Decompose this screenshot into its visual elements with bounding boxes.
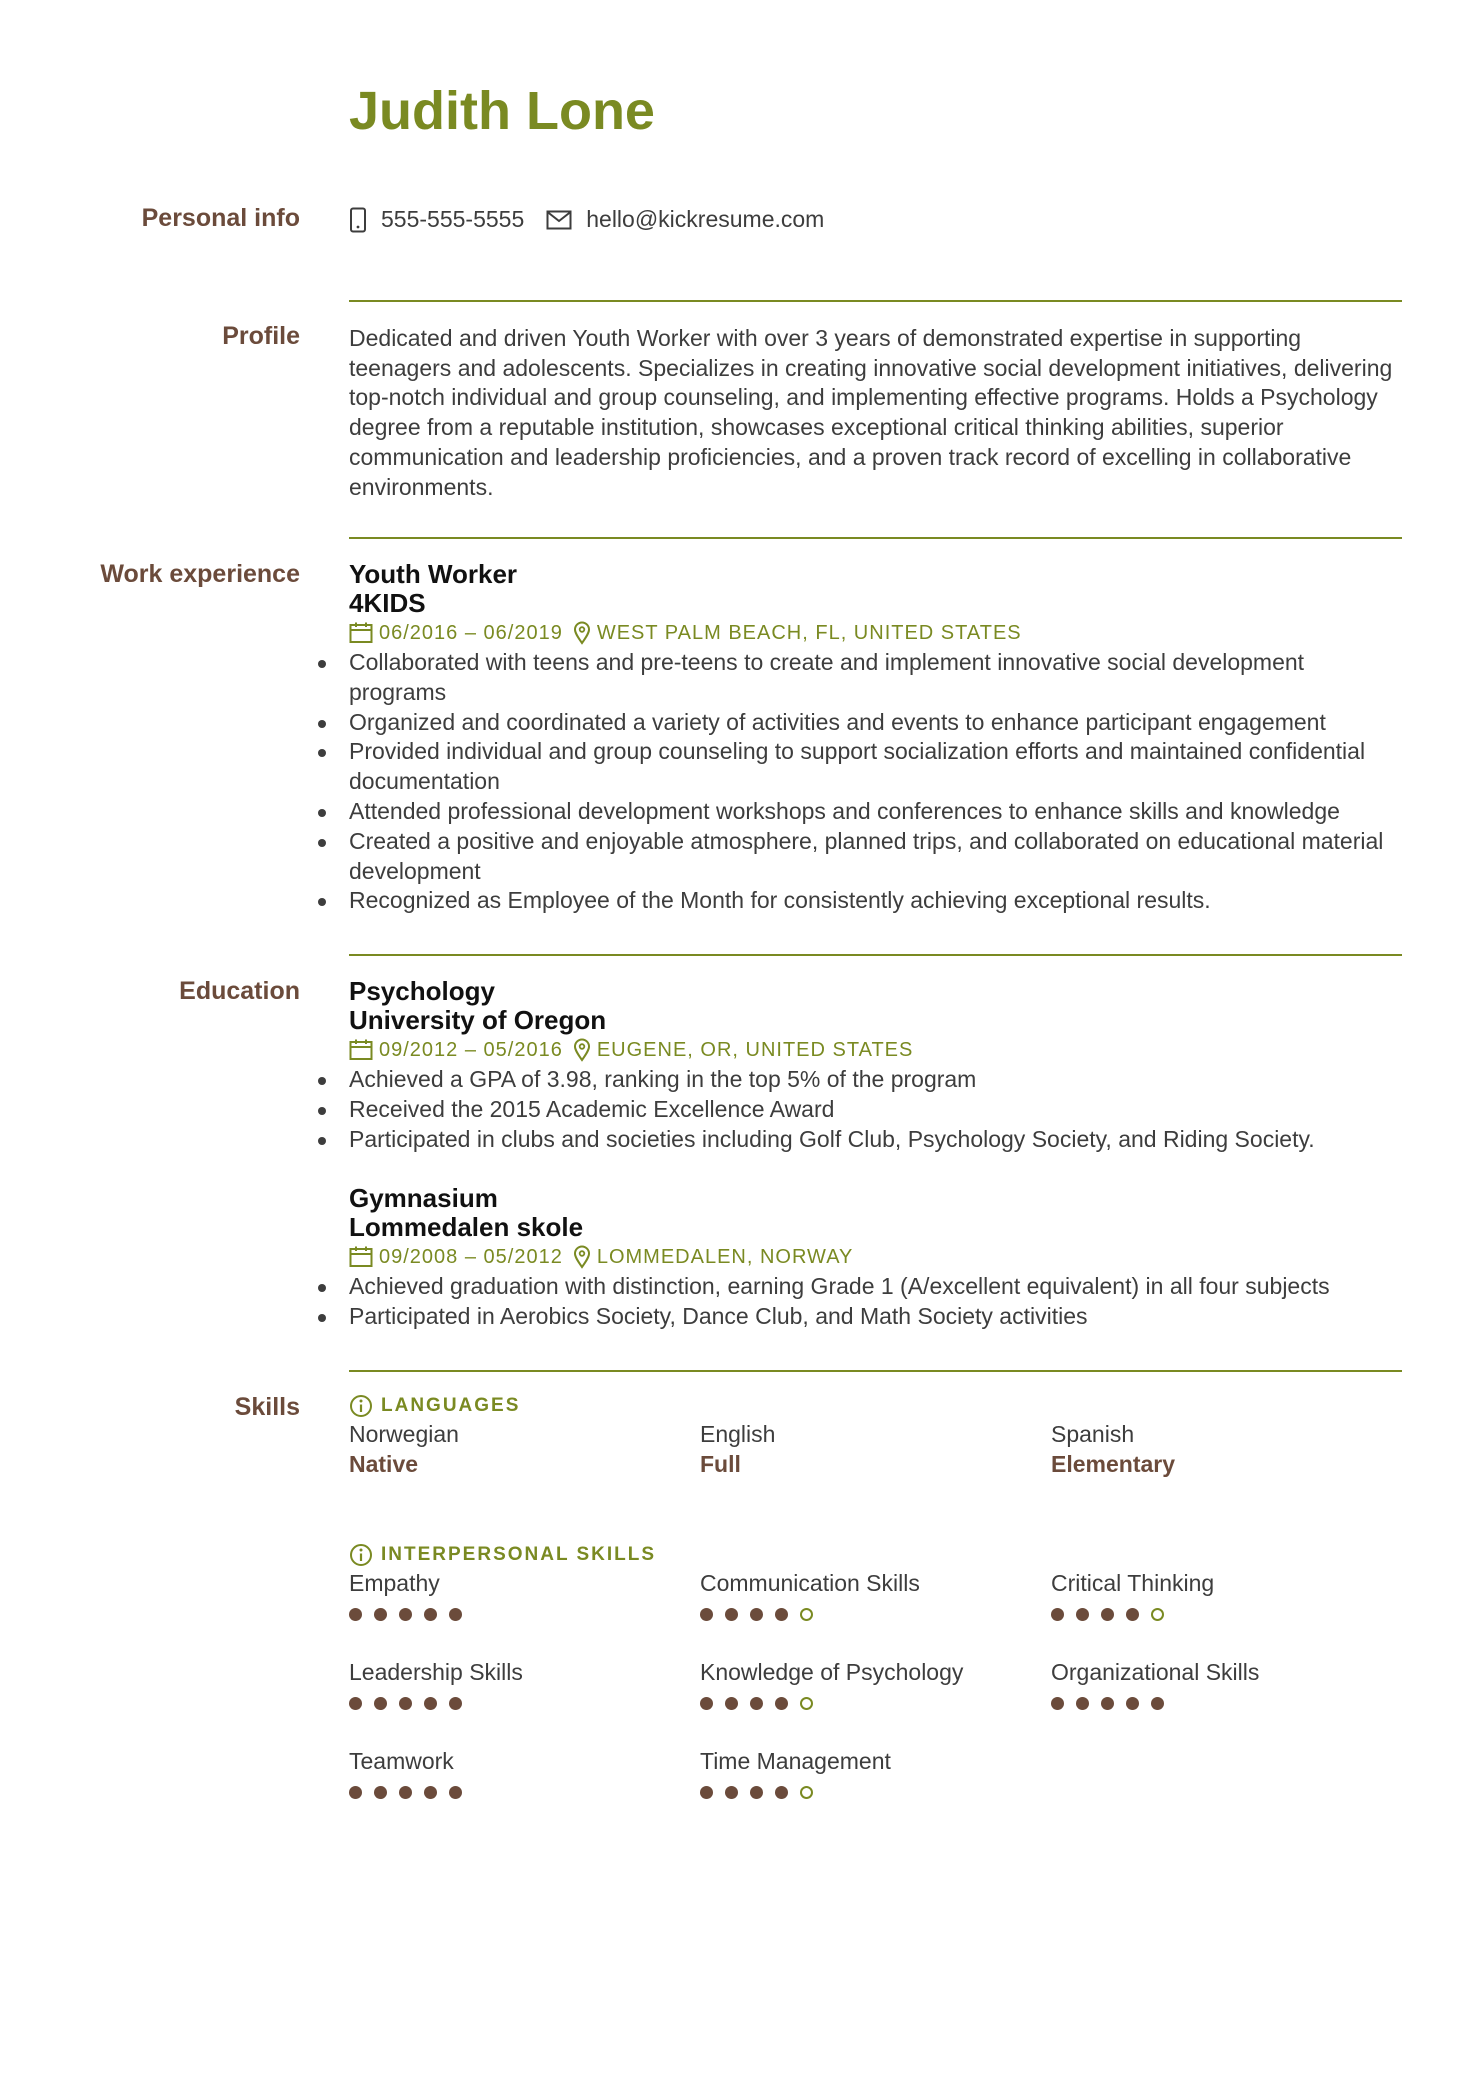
rating-dot-filled bbox=[700, 1697, 713, 1710]
education-dates: 09/2012 – 05/2016 bbox=[379, 1039, 563, 1061]
school-name: Lommedalen skole bbox=[349, 1212, 584, 1242]
interpersonal-grid bbox=[349, 1568, 1402, 1835]
skill-name: Leadership Skills bbox=[349, 1659, 523, 1685]
calendar-icon bbox=[349, 1246, 373, 1268]
language-name: Norwegian bbox=[349, 1421, 459, 1447]
rating-dot-filled bbox=[725, 1697, 738, 1710]
skill-name: Organizational Skills bbox=[1051, 1659, 1260, 1685]
rating-dot-filled bbox=[349, 1608, 362, 1621]
rating-dot-filled bbox=[1076, 1697, 1089, 1710]
education-bullets bbox=[349, 1272, 1402, 1332]
list-item: Achieved graduation with distinction, earning Grade 1 (A/excellent equivalent) in all four subjects bbox=[349, 1272, 1402, 1302]
calendar-icon bbox=[349, 622, 373, 644]
divider bbox=[349, 1370, 1402, 1372]
skill-item bbox=[349, 1568, 700, 1657]
skill-rating bbox=[700, 1786, 1051, 1799]
rating-dot-filled bbox=[1126, 1697, 1139, 1710]
rating-dot-filled bbox=[725, 1786, 738, 1799]
language-item bbox=[700, 1419, 1051, 1479]
work-label: Work experience bbox=[100, 560, 300, 588]
job-location: WEST PALM BEACH, FL, UNITED STATES bbox=[596, 622, 1022, 644]
rating-dot-filled bbox=[750, 1697, 763, 1710]
rating-dot-filled bbox=[1051, 1608, 1064, 1621]
info-icon bbox=[349, 1394, 373, 1418]
job-dates: 06/2016 – 06/2019 bbox=[379, 622, 563, 644]
job-title: Youth Worker bbox=[349, 559, 518, 589]
language-item bbox=[349, 1419, 700, 1479]
profile-line: Dedicated and driven Youth Worker with over 3 years of demonstrated expertise in supporting bbox=[349, 325, 1302, 351]
skill-rating bbox=[700, 1697, 1051, 1710]
education-meta bbox=[349, 1242, 1402, 1272]
skill-name: Critical Thinking bbox=[1051, 1570, 1215, 1596]
skill-rating bbox=[1051, 1608, 1402, 1621]
work-entry bbox=[349, 560, 1402, 916]
skill-item bbox=[700, 1746, 1051, 1835]
rating-dot-filled bbox=[1126, 1608, 1139, 1621]
profile-text bbox=[349, 324, 1402, 502]
degree-title: Psychology bbox=[349, 976, 495, 1006]
rating-dot-empty bbox=[800, 1786, 813, 1799]
skill-rating bbox=[1051, 1697, 1402, 1710]
rating-dot-filled bbox=[374, 1697, 387, 1710]
job-bullets bbox=[349, 648, 1402, 916]
rating-dot-filled bbox=[349, 1697, 362, 1710]
company-name: 4KIDS bbox=[349, 588, 426, 618]
skills-label: Skills bbox=[234, 1393, 300, 1421]
education-entry bbox=[349, 1184, 1402, 1332]
rating-dot-filled bbox=[1101, 1608, 1114, 1621]
language-item bbox=[1051, 1419, 1402, 1479]
profile-line: environments. bbox=[349, 473, 494, 500]
language-level: Full bbox=[700, 1451, 741, 1477]
calendar-icon bbox=[349, 1039, 373, 1061]
profile-line: communication and leadership proficiencies, and a proven track record of excelling in collaborative bbox=[349, 443, 1352, 470]
profile-line: top-notch individual and group counseling, and implementing effective programs. Holds a Psychology bbox=[349, 384, 1378, 411]
rating-dot-filled bbox=[775, 1697, 788, 1710]
skill-name: Communication Skills bbox=[700, 1570, 920, 1596]
rating-dot-filled bbox=[449, 1608, 462, 1621]
info-icon bbox=[349, 1543, 373, 1567]
rating-dot-filled bbox=[775, 1786, 788, 1799]
language-level: Native bbox=[349, 1451, 419, 1477]
skill-item bbox=[700, 1568, 1051, 1657]
languages-heading-text: LANGUAGES bbox=[381, 1395, 521, 1416]
divider bbox=[349, 537, 1402, 539]
skill-name: Time Management bbox=[700, 1748, 891, 1774]
degree-title: Gymnasium bbox=[349, 1183, 498, 1213]
skill-rating bbox=[349, 1786, 700, 1799]
location-pin-icon bbox=[573, 1038, 591, 1062]
phone-number: 555-555-5555 bbox=[381, 206, 525, 232]
education-label: Education bbox=[179, 977, 300, 1005]
phone-icon bbox=[349, 207, 367, 233]
languages-grid bbox=[349, 1419, 1402, 1479]
list-item: Participated in clubs and societies including Golf Club, Psychology Society, and Riding Society. bbox=[349, 1125, 1402, 1155]
skill-rating bbox=[349, 1608, 700, 1621]
list-item: Achieved a GPA of 3.98, ranking in the top 5% of the program bbox=[349, 1065, 1402, 1095]
rating-dot-filled bbox=[449, 1697, 462, 1710]
education-entry bbox=[349, 977, 1402, 1154]
list-item: Created a positive and enjoyable atmosphere, planned trips, and collaborated on educational material development bbox=[349, 827, 1402, 887]
rating-dot-filled bbox=[750, 1608, 763, 1621]
job-meta bbox=[349, 618, 1402, 648]
education-location: LOMMEDALEN, NORWAY bbox=[596, 1246, 854, 1268]
rating-dot-filled bbox=[1151, 1697, 1164, 1710]
interpersonal-heading bbox=[349, 1542, 1402, 1568]
language-name: English bbox=[700, 1421, 776, 1447]
education-location: EUGENE, OR, UNITED STATES bbox=[596, 1039, 914, 1061]
rating-dot-filled bbox=[424, 1608, 437, 1621]
language-level: Elementary bbox=[1051, 1451, 1176, 1477]
mail-icon bbox=[546, 210, 572, 230]
divider bbox=[349, 954, 1402, 956]
profile-line: degree from a reputable institution, showcases exceptional critical thinking abilities, superior bbox=[349, 414, 1284, 441]
rating-dot-filled bbox=[1051, 1697, 1064, 1710]
skill-item bbox=[700, 1657, 1051, 1746]
skill-rating bbox=[349, 1697, 700, 1710]
rating-dot-filled bbox=[750, 1786, 763, 1799]
list-item: Provided individual and group counseling to support socialization efforts and maintained confidential documentation bbox=[349, 737, 1402, 797]
rating-dot-filled bbox=[725, 1608, 738, 1621]
education-meta bbox=[349, 1035, 1402, 1065]
contact-row bbox=[349, 206, 1402, 233]
skill-rating bbox=[700, 1608, 1051, 1621]
skill-item bbox=[349, 1746, 700, 1835]
rating-dot-empty bbox=[800, 1608, 813, 1621]
list-item: Collaborated with teens and pre-teens to create and implement innovative social development programs bbox=[349, 648, 1402, 708]
profile-line: teenagers and adolescents. Specializes in creating innovative social development initiatives, delivering bbox=[349, 354, 1393, 381]
list-item: Recognized as Employee of the Month for consistently achieving exceptional results. bbox=[349, 886, 1402, 916]
skill-name: Teamwork bbox=[349, 1748, 454, 1774]
location-pin-icon bbox=[573, 621, 591, 645]
rating-dot-filled bbox=[1101, 1697, 1114, 1710]
rating-dot-filled bbox=[374, 1608, 387, 1621]
skill-item bbox=[1051, 1568, 1402, 1657]
rating-dot-filled bbox=[700, 1786, 713, 1799]
list-item: Participated in Aerobics Society, Dance Club, and Math Society activities bbox=[349, 1302, 1402, 1332]
divider bbox=[349, 300, 1402, 302]
rating-dot-filled bbox=[399, 1786, 412, 1799]
rating-dot-empty bbox=[800, 1697, 813, 1710]
list-item: Received the 2015 Academic Excellence Award bbox=[349, 1095, 1402, 1125]
location-pin-icon bbox=[573, 1245, 591, 1269]
rating-dot-filled bbox=[424, 1697, 437, 1710]
rating-dot-filled bbox=[374, 1786, 387, 1799]
skill-name: Knowledge of Psychology bbox=[700, 1659, 964, 1685]
rating-dot-empty bbox=[1151, 1608, 1164, 1621]
email-item bbox=[546, 206, 824, 233]
skill-item bbox=[349, 1657, 700, 1746]
interpersonal-heading-text: INTERPERSONAL SKILLS bbox=[381, 1544, 657, 1565]
candidate-name: Judith Lone bbox=[349, 81, 655, 141]
rating-dot-filled bbox=[1076, 1608, 1089, 1621]
education-bullets bbox=[349, 1065, 1402, 1154]
personal-info-label: Personal info bbox=[141, 204, 300, 232]
rating-dot-filled bbox=[700, 1608, 713, 1621]
education-dates: 09/2008 – 05/2012 bbox=[379, 1246, 563, 1268]
rating-dot-filled bbox=[449, 1786, 462, 1799]
skill-item bbox=[1051, 1657, 1402, 1746]
rating-dot-filled bbox=[399, 1697, 412, 1710]
rating-dot-filled bbox=[424, 1786, 437, 1799]
rating-dot-filled bbox=[775, 1608, 788, 1621]
languages-heading bbox=[349, 1393, 1402, 1419]
rating-dot-filled bbox=[399, 1608, 412, 1621]
school-name: University of Oregon bbox=[349, 1005, 607, 1035]
language-name: Spanish bbox=[1051, 1421, 1135, 1447]
rating-dot-filled bbox=[349, 1786, 362, 1799]
list-item: Attended professional development workshops and conferences to enhance skills and knowledge bbox=[349, 797, 1402, 827]
phone-item bbox=[349, 206, 524, 233]
skill-name: Empathy bbox=[349, 1570, 440, 1596]
profile-label: Profile bbox=[222, 322, 300, 350]
email-address[interactable]: hello@kickresume.com bbox=[586, 206, 825, 232]
list-item: Organized and coordinated a variety of activities and events to enhance participant engagement bbox=[349, 708, 1402, 738]
